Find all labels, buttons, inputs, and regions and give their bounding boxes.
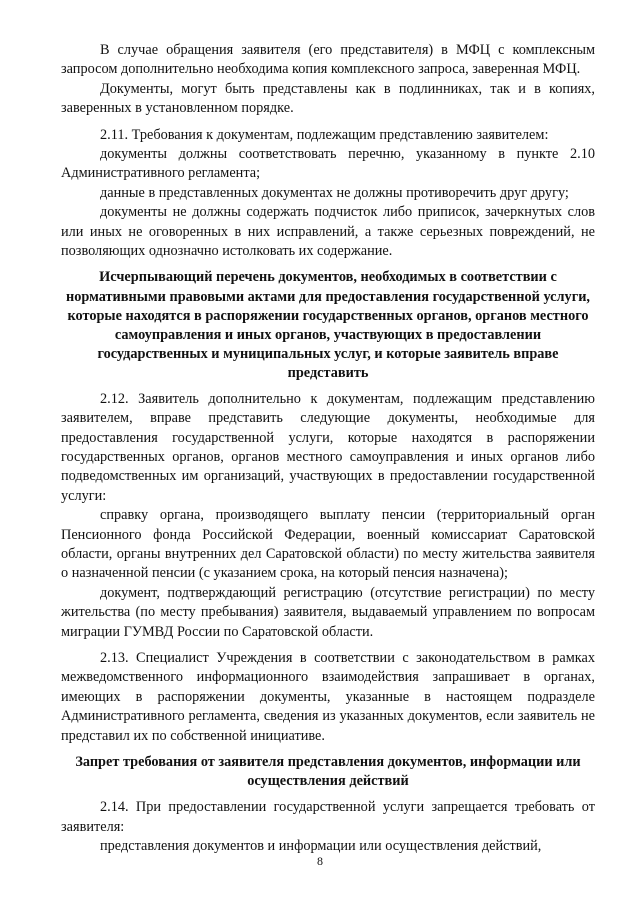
paragraph-originals-copies: Документы, могут быть представлены как в подлинниках, так и в копиях, заверенных в установленном порядке. <box>61 80 595 117</box>
paragraph-2-11: 2.11. Требования к документам, подлежащим представлению заявителем: <box>100 126 549 143</box>
paragraph-2-12: 2.12. Заявитель дополнительно к документам, подлежащим представлению заявителем, вправе представить следующие документы, необходимые для предоставления государственной услуги, которые находятся в распоряжении государственных органов, органов местного самоуправления и иных органов либо подведомственных им организаций, участвующих в предоставлении государственной услуги: <box>61 390 595 504</box>
paragraph-2-14: 2.14. При предоставлении государственной услуги запрещается требовать от заявителя: <box>61 799 595 835</box>
paragraph-2-11-item-3: документы не должны содержать подчисток либо приписок, зачеркнутых слов или иных не оговоренных в них исправлений, а также серьезных повреждений, не позволяющих однозначно истолковать их содержание. <box>61 204 595 260</box>
paragraph-2-14-item-1: представления документов и информации или осуществления действий, <box>100 838 542 855</box>
paragraph-2-12-item-1: справку органа, производящего выплату пенсии (территориальный орган Пенсионного фонда Российской Федерации, военный комиссариат Саратовской области, органы внутренних дел Саратовской области) по месту жительства заявителя о назначенной пенсии (с указанием срока, на который пенсия назначена); <box>61 507 595 582</box>
section-heading-documents-list: Исчерпывающий перечень документов, необходимых в соответствии с нормативными правовыми актами для предоставления государственной услуги, которые находятся в распоряжении государственных органов, органов местного самоуправления и иных органов, участвующих в предоставлении государственных и муниципальных услуг, и которые заявитель вправе представить <box>65 269 591 382</box>
paragraph-2-13: 2.13. Специалист Учреждения в соответствии с законодательством в рамках межведомственного информационного взаимодействия запрашивает в органах, имеющих в распоряжении документы, указанные в настоящем подразделе Административного регламента, сведения из указанных документов, если заявитель не представил их по собственной инициативе. <box>61 649 595 744</box>
document-page <box>61 41 595 857</box>
paragraph-2-12-item-2: документ, подтверждающий регистрацию (отсутствие регистрации) по месту жительства (по месту пребывания) заявителя, выдаваемый управлением по вопросам миграции ГУМВД России по Саратовской области. <box>61 584 595 640</box>
paragraph-2-11-item-2: данные в представленных документах не должны противоречить друг другу; <box>100 184 569 201</box>
section-heading-prohibition: Запрет требования от заявителя представления документов, информации или осуществления действий <box>75 754 581 790</box>
page-number: 8 <box>317 854 323 868</box>
paragraph-mfc-complex-request: В случае обращения заявителя (его представителя) в МФЦ с комплексным запросом дополнительно необходима копия комплексного запроса, заверенная МФЦ. <box>61 42 595 78</box>
paragraph-2-11-item-1: документы должны соответствовать перечню, указанному в пункте 2.10 Административного регламента; <box>61 146 595 182</box>
